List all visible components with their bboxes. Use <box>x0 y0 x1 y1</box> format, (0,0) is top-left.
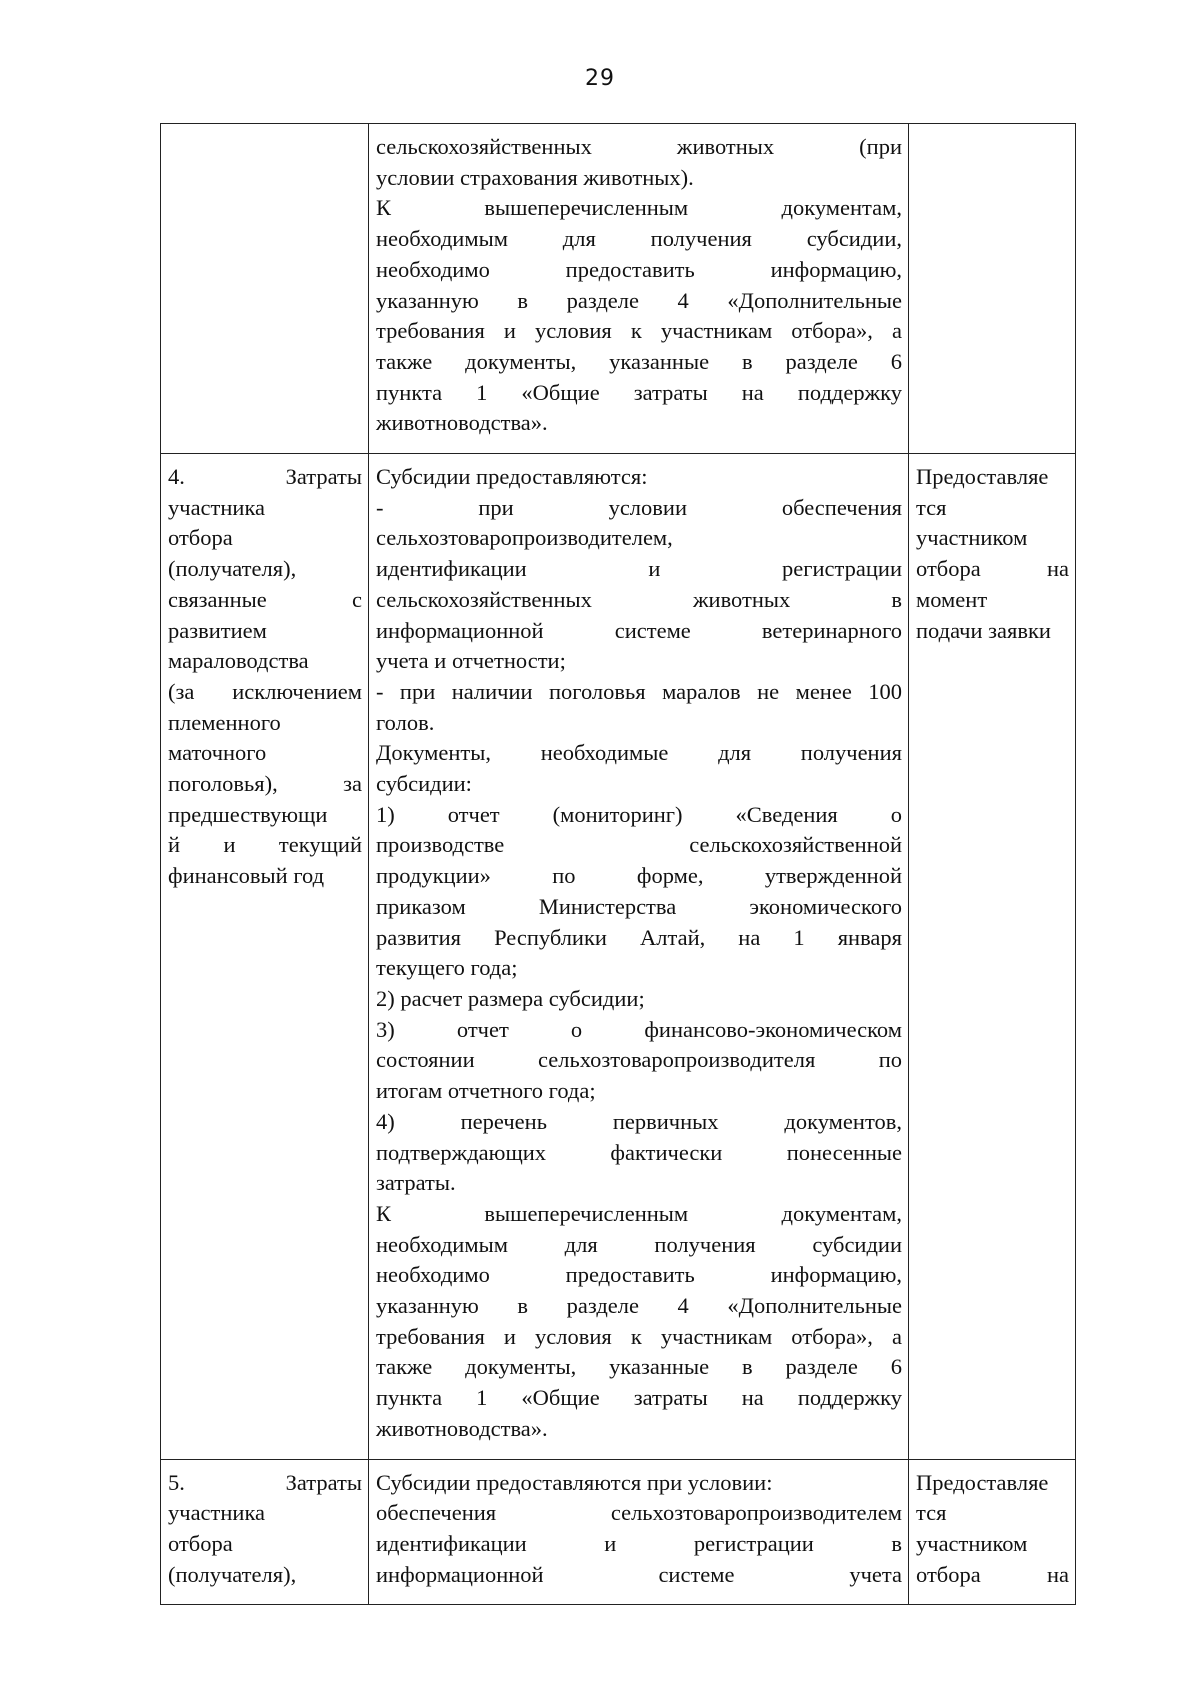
text-line: 5. Затраты <box>168 1469 362 1495</box>
text-line: животноводства». <box>376 410 548 436</box>
cell-item-name <box>161 454 369 1460</box>
text-line: необходимым для получения субсидии <box>376 1231 902 1257</box>
text-line: необходимым для получения субсидии, <box>376 226 902 252</box>
text-line: участником <box>916 525 1028 551</box>
text-line: тся <box>916 1500 947 1526</box>
text-line: тся <box>916 494 947 520</box>
text-line: 3) отчет о финансово-экономическом <box>376 1016 902 1042</box>
table-row <box>161 1459 1076 1605</box>
document-table <box>160 123 1076 1605</box>
text-line: К вышеперечисленным документам, <box>376 195 902 221</box>
text-line: отбора <box>168 1530 233 1556</box>
text-line: участником <box>916 1530 1028 1556</box>
table-row <box>161 454 1076 1460</box>
text-line: мараловодства <box>168 648 309 674</box>
text-line: приказом Министерства экономического <box>376 893 902 919</box>
text-line: требования и условия к участникам отбора», а <box>376 318 902 344</box>
text-line: поголовья), за <box>168 771 362 797</box>
text-line: Документы, необходимые для получения <box>376 740 902 766</box>
text-line: условии страхования животных). <box>376 164 694 190</box>
text-line: пункта 1 «Общие затраты на поддержку <box>376 1385 902 1411</box>
text-line: развития Республики Алтай, на 1 января <box>376 924 902 950</box>
text-line: указанную в разделе 4 «Дополнительные <box>376 287 902 313</box>
text-line: субсидии: <box>376 771 472 797</box>
cell-submission-time <box>909 124 1076 454</box>
text-line: подачи заявки <box>916 617 1051 643</box>
text-line: требования и условия к участникам отбора», а <box>376 1323 902 1349</box>
text-line: продукции» по форме, утвержденной <box>376 863 902 889</box>
text-line: подтверждающих фактически понесенные <box>376 1139 902 1165</box>
text-line: Субсидии предоставляются: <box>376 464 648 490</box>
text-line: связанные с <box>168 586 362 612</box>
text-line: (за исключением <box>168 678 362 704</box>
text-line: необходимо предоставить информацию, <box>376 1262 902 1288</box>
text-line: Предоставляе <box>916 1469 1049 1495</box>
cell-submission-time <box>909 454 1076 1460</box>
cell-submission-time <box>909 1459 1076 1605</box>
text-line: итогам отчетного года; <box>376 1078 596 1104</box>
text-line: информационной системе учета <box>376 1561 902 1587</box>
text-line: состоянии сельхозтоваропроизводителя по <box>376 1047 902 1073</box>
text-line: голов. <box>376 709 435 735</box>
table-row <box>161 124 1076 454</box>
cell-conditions <box>369 454 909 1460</box>
text-line: Предоставляе <box>916 464 1049 490</box>
text-line: учета и отчетности; <box>376 648 566 674</box>
text-line: й и текущий <box>168 832 362 858</box>
text-line: 4. Затраты <box>168 464 362 490</box>
text-line: 2) расчет размера субсидии; <box>376 985 645 1011</box>
cell-item-name <box>161 124 369 454</box>
text-line: 4) перечень первичных документов, <box>376 1108 902 1134</box>
text-line: отбора на <box>916 556 1069 582</box>
text-line: развитием <box>168 617 267 643</box>
text-line: финансовый год <box>168 863 325 889</box>
text-line: указанную в разделе 4 «Дополнительные <box>376 1293 902 1319</box>
cell-conditions <box>369 1459 909 1605</box>
text-line: участника <box>168 1500 266 1526</box>
text-line: информационной системе ветеринарного <box>376 617 902 643</box>
text-line: пункта 1 «Общие затраты на поддержку <box>376 379 902 405</box>
text-line: предшествующи <box>168 801 328 827</box>
text-line: Субсидии предоставляются при условии: <box>376 1469 773 1495</box>
text-line: также документы, указанные в разделе 6 <box>376 348 902 374</box>
text-line: момент <box>916 586 988 612</box>
text-line: К вышеперечисленным документам, <box>376 1200 902 1226</box>
text-line: сельхозтоваропроизводителем, <box>376 525 673 551</box>
cell-item-name <box>161 1459 369 1605</box>
text-line: идентификации и регистрации в <box>376 1530 902 1556</box>
text-line: также документы, указанные в разделе 6 <box>376 1354 902 1380</box>
text-line: - при наличии поголовья маралов не менее 100 <box>376 678 902 704</box>
text-line: производстве сельскохозяйственной <box>376 832 902 858</box>
text-line: идентификации и регистрации <box>376 556 902 582</box>
text-line: обеспечения сельхозтоваропроизводителем <box>376 1500 902 1526</box>
text-line: текущего года; <box>376 955 518 981</box>
text-line: затраты. <box>376 1170 456 1196</box>
text-line: маточного <box>168 740 267 766</box>
text-line: сельскохозяйственных животных в <box>376 586 902 612</box>
text-line: отбора <box>168 525 233 551</box>
text-line: - при условии обеспечения <box>376 494 902 520</box>
text-line: племенного <box>168 709 281 735</box>
text-line: (получателя), <box>168 1561 297 1587</box>
text-line: отбора на <box>916 1561 1069 1587</box>
text-line: необходимо предоставить информацию, <box>376 256 902 282</box>
text-line: сельскохозяйственных животных (при <box>376 134 902 159</box>
text-line: 1) отчет (мониторинг) «Сведения о <box>376 801 902 827</box>
cell-conditions <box>369 124 909 454</box>
text-line: (получателя), <box>168 556 297 582</box>
page-number: 29 <box>585 66 615 91</box>
text-line: участника <box>168 494 266 520</box>
text-line: животноводства». <box>376 1415 548 1441</box>
